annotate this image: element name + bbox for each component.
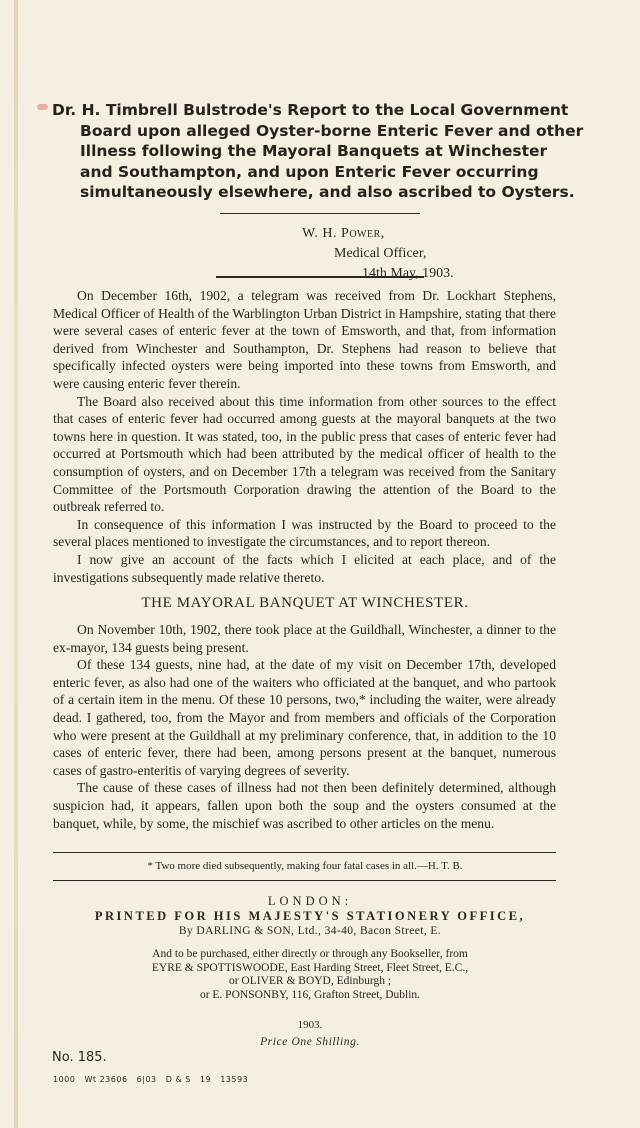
intro-text xyxy=(53,287,556,586)
seller-line: or E. PONSONBY, 116, Grafton Street, Dublin. xyxy=(199,988,421,1001)
paragraph: In consequence of this information I was instructed by the Board to proceed to the several places mentioned to investigate the circumstances, and to report thereon. xyxy=(53,516,556,550)
imprint-rule xyxy=(53,880,556,881)
seller-line: EYRE & SPOTTISWOODE, East Harding Street, Fleet Street, E.C., xyxy=(151,961,469,974)
paragraph: The cause of these cases of illness had not then been definitely determined, although suspicion had, it appears, fallen upon both the soup and the oysters consumed at the banquet, while, by some, the mischief was ascribed to other articles on the menu. xyxy=(53,780,556,831)
title-line: Illness following the Mayoral Banquets at Winchester xyxy=(80,142,548,160)
seller-line: And to be purchased, either directly or through any Bookseller, from xyxy=(152,948,468,960)
report-date: 14th May, 1903. xyxy=(362,266,454,281)
paragraph: Of these 134 guests, nine had, at the date of my visit on December 17th, developed enteric fever, as also had one of the waiters who officiated at the banquet, and who partook of a certain item in the menu. Of these 10 persons, two,* including the waiter, were already dead. I gathered, too, from the Mayor and from members and officials of the Corporation who were present at the Guildhall at my preliminary conference, that, in addition to the 10 cases of enteric fever, there had been, among persons present at the banquet, numerous cases of gastro-enteritis of varying degrees of severity. xyxy=(53,657,556,778)
imprint-printer: By DARLING & SON, Ltd., 34-40, Bacon Street, E. xyxy=(178,925,442,937)
footnote: * Two more died subsequently, making four fatal cases in all.—H. T. B. xyxy=(147,860,463,872)
imprint-sellers xyxy=(0,948,620,1002)
price: Price One Shilling. xyxy=(260,1036,360,1048)
author-office: Medical Officer, xyxy=(334,246,427,261)
title-rule xyxy=(220,213,420,214)
author-rule xyxy=(216,276,424,278)
footnote-rule xyxy=(53,852,556,853)
imprint-printed-for: PRINTED FOR HIS MAJESTY'S STATIONERY OFFICE, xyxy=(94,909,526,923)
print-code: 1000 Wt 23606 6|03 D & S 19 13593 xyxy=(53,1075,249,1084)
paragraph: The Board also received about this time information from other sources to the effect that cases of enteric fever had occurred among guests at the mayoral banquets at the two towns here in question. It was stated, too, in the public press that cases of enteric fever had occurred at Portsmouth which had been attributed by the medical officer of health to the consumption of oysters, and on December 17th a telegram was received from the Sanitary Committee of the Portsmouth Corporation drawing the attention of the Board to the outbreak referred to. xyxy=(53,393,556,515)
section-heading: THE MAYORAL BANQUET AT WINCHESTER. xyxy=(141,595,469,611)
pink-margin-mark xyxy=(37,104,48,110)
report-number: No. 185. xyxy=(52,1050,107,1065)
report-title xyxy=(52,100,612,203)
imprint-city: LONDON: xyxy=(267,894,353,908)
title-line: simultaneously elsewhere, and also ascribed to Oysters. xyxy=(80,183,575,201)
title-line: Board upon alleged Oyster-borne Enteric Fever and other xyxy=(80,121,584,140)
title-line: and Southampton, and upon Enteric Fever occurring xyxy=(80,162,539,181)
author-block xyxy=(290,224,550,284)
seller-line: or OLIVER & BOYD, Edinburgh ; xyxy=(228,975,392,987)
imprint-block xyxy=(0,893,620,1002)
title-line: Dr. H. Timbrell Bulstrode's Report to the Local Government xyxy=(52,101,569,119)
publication-year: 1903. xyxy=(297,1019,323,1031)
paragraph: I now give an account of the facts which I elicited at each place, and of the investigations subsequently made relative thereto. xyxy=(53,551,556,585)
author-name: W. H. Power, xyxy=(302,226,385,241)
paragraph: On December 16th, 1902, a telegram was received from Dr. Lockhart Stephens, Medical Officer of Health of the Warblington Urban District in Hampshire, stating that there were several cases of enteric fever at the town of Emsworth, and that, from information derived from Winchester and Southampton, Dr. Stephens had reason to believe that specifically infected oysters were being imported into these towns from Emsworth, and were causing enteric fever therein. xyxy=(53,288,556,391)
paragraph: On November 10th, 1902, there took place at the Guildhall, Winchester, a dinner to the ex-mayor, 134 guests being present. xyxy=(53,622,556,655)
section-text xyxy=(53,621,556,832)
